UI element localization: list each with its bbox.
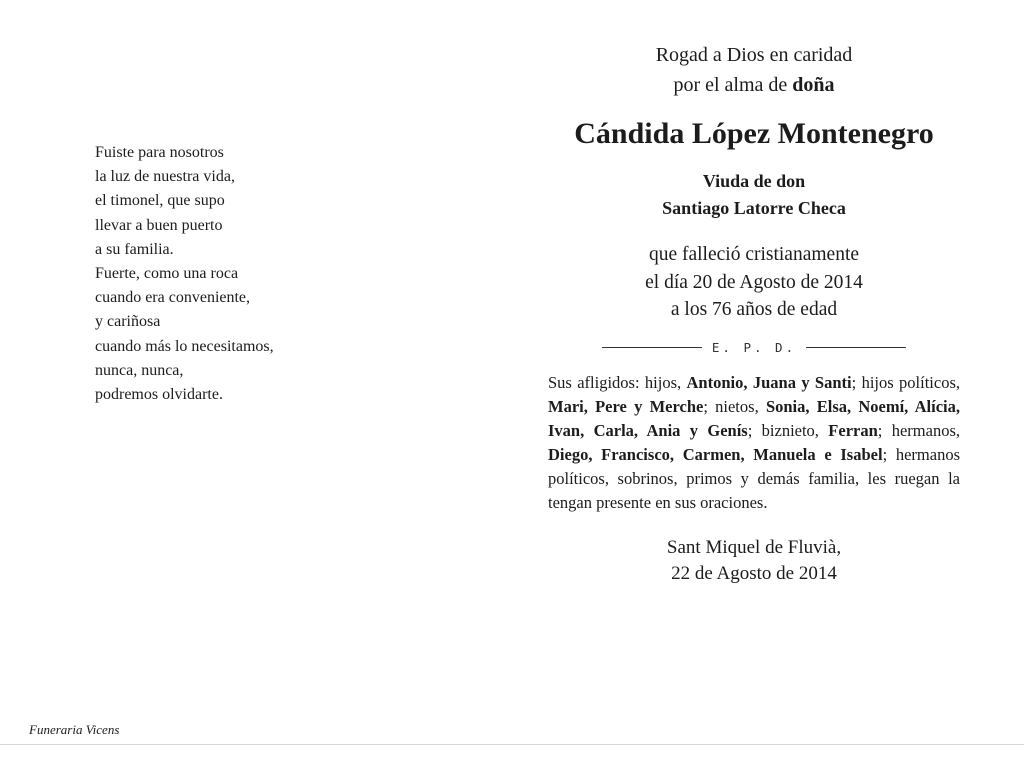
prayer-heading: [548, 40, 960, 100]
spouse-name: Santiago Latorre Checa: [662, 198, 846, 218]
deceased-name: Cándida López Montenegro: [574, 117, 934, 150]
prayer-heading-line1: Rogad a Dios en caridad: [655, 44, 853, 66]
memorial-card: [548, 40, 960, 587]
divider-rule-left: [602, 347, 702, 348]
poem-line: la luz de nuestra vida,: [95, 168, 235, 186]
death-notice-line1: que falleció cristianamente: [648, 244, 860, 265]
widow-of-line1: Viuda de don: [702, 171, 806, 191]
place-name: Sant Miquel de Fluvià,: [666, 536, 842, 558]
poem-line: llevar a buen puerto: [95, 216, 223, 234]
epd-label: E. P. D.: [711, 339, 797, 355]
family-text: ; hijos políticos,: [851, 372, 960, 392]
family-text: ; hermanos,: [877, 420, 960, 440]
family-mourners: [548, 371, 960, 515]
children-names: Antonio, Juana y Santi: [686, 372, 852, 392]
place-and-date: [548, 535, 960, 587]
family-text: Sus afligidos: hijos,: [548, 372, 687, 392]
great-grandchild-name: Ferran: [828, 420, 878, 440]
notice-date: 22 de Agosto de 2014: [671, 562, 837, 584]
poem-line: el timonel, que supo: [95, 192, 225, 210]
in-laws-names: Mari, Pere y Merche: [548, 396, 704, 416]
family-text: ; nietos,: [703, 396, 766, 416]
poem-line: Fuiste para nosotros: [95, 144, 224, 161]
death-date: el día 20 de Agosto de 2014: [645, 271, 863, 293]
poem-line: a su familia.: [95, 240, 174, 258]
poem-line: cuando más lo necesitamos,: [95, 337, 274, 355]
divider-rule-right: [806, 347, 906, 348]
family-text: ; biznieto,: [747, 420, 829, 440]
family-text: ; hermanos políticos, sobrinos, primos y demás familia, les ruegan la tengan presente en sus oraciones.: [548, 444, 961, 512]
poem-line: y cariñosa: [95, 313, 161, 331]
grandchildren-names: Sonia, Elsa, Noemí, Alícia, Ivan, Carla, Ania y Genís: [548, 396, 960, 440]
siblings-names: Diego, Francisco, Carmen, Manuela e Isabel: [548, 444, 883, 464]
poem-line: nunca, nunca,: [95, 361, 184, 379]
epd-divider: [548, 340, 960, 355]
poem-line: Fuerte, como una roca: [95, 265, 239, 283]
poem-line: cuando era conveniente,: [95, 289, 251, 307]
prayer-heading-title: doña: [792, 74, 835, 96]
memorial-poem: [95, 141, 395, 407]
widow-of: [548, 168, 960, 222]
age-at-death: a los 76 años de edad: [670, 299, 838, 320]
prayer-heading-line2: [548, 70, 960, 100]
poem-line: podremos olvidarte.: [95, 386, 223, 404]
fold-line: [0, 744, 1024, 745]
funeral-home-name: Funeraria Vicens: [29, 722, 120, 737]
prayer-heading-prefix: por el alma de: [673, 74, 793, 96]
death-notice: [548, 241, 960, 324]
